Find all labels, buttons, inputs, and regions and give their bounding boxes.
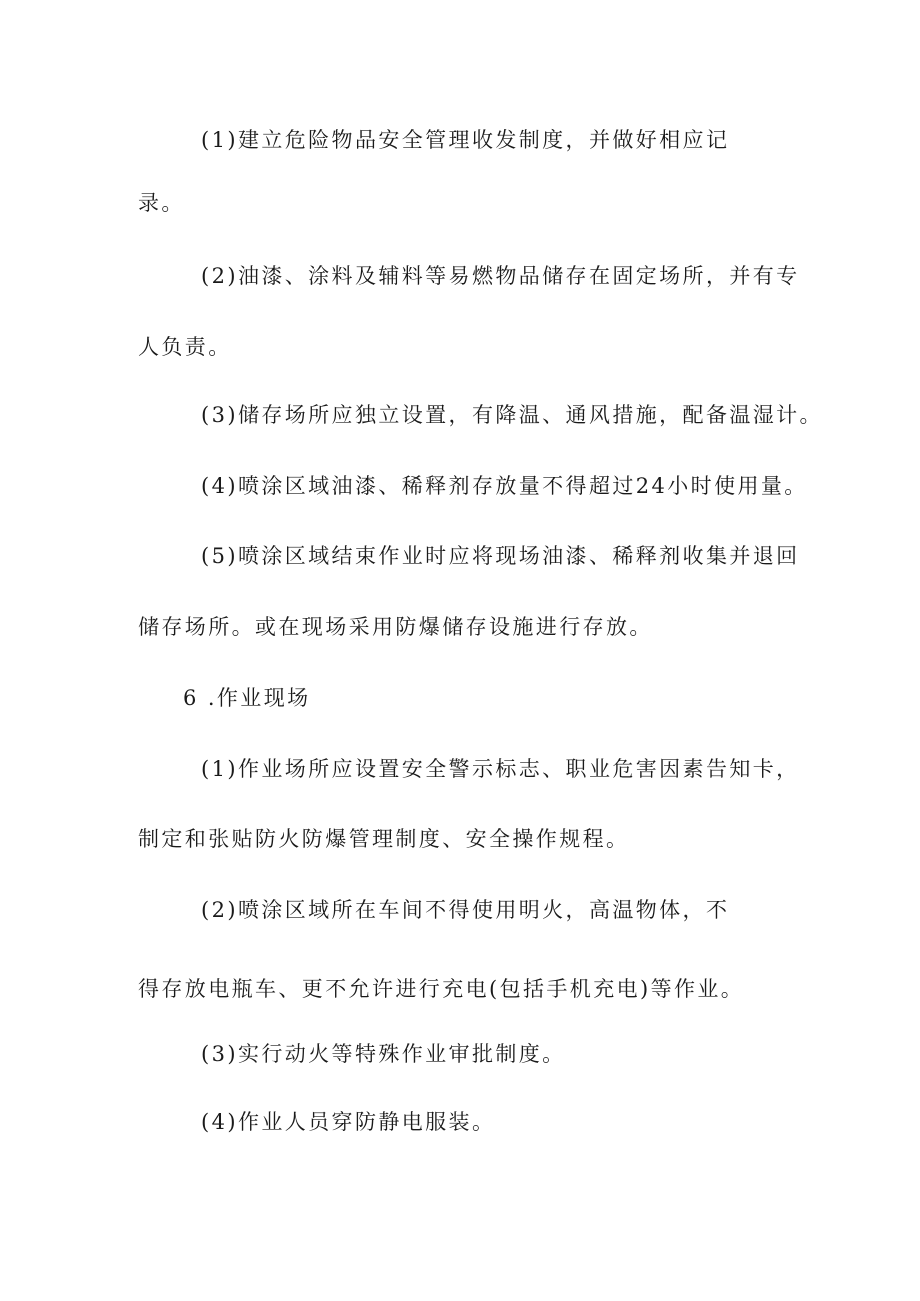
paragraph-1-line-1: (1)建立危险物品安全管理收发制度，并做好相应记 (201, 128, 730, 152)
paragraph-2-line-1: (2)油漆、涂料及辅料等易燃物品储存在固定场所，并有专 (201, 264, 800, 288)
section-heading: 6 .作业现场 (183, 686, 311, 710)
paragraph-9: (4)作业人员穿防静电服装。 (201, 1110, 496, 1134)
paragraph-7-line-2: 得存放电瓶车、更不允许进行充电(包括手机充电)等作业。 (138, 977, 745, 1001)
paragraph-7-line-1: (2)喷涂区域所在车间不得使用明火，高温物体，不 (201, 898, 730, 922)
paragraph-6-line-2: 制定和张贴防火防爆管理制度、安全操作规程。 (138, 827, 630, 851)
paragraph-5-line-2: 储存场所。或在现场采用防爆储存设施进行存放。 (138, 615, 653, 639)
paragraph-4: (4)喷涂区域油漆、稀释剂存放量不得超过24小时使用量。 (201, 474, 808, 498)
paragraph-2-line-2: 人负责。 (138, 335, 232, 359)
paragraph-3: (3)储存场所应独立设置，有降温、通风措施，配备温湿计。 (201, 403, 823, 427)
paragraph-1-line-2: 录。 (138, 191, 185, 215)
paragraph-6-line-1: (1)作业场所应设置安全警示标志、职业危害因素告知卡， (201, 757, 800, 781)
paragraph-5-line-1: (5)喷涂区域结束作业时应将现场油漆、稀释剂收集并退回 (201, 544, 800, 568)
paragraph-8: (3)实行动火等特殊作业审批制度。 (201, 1042, 566, 1066)
